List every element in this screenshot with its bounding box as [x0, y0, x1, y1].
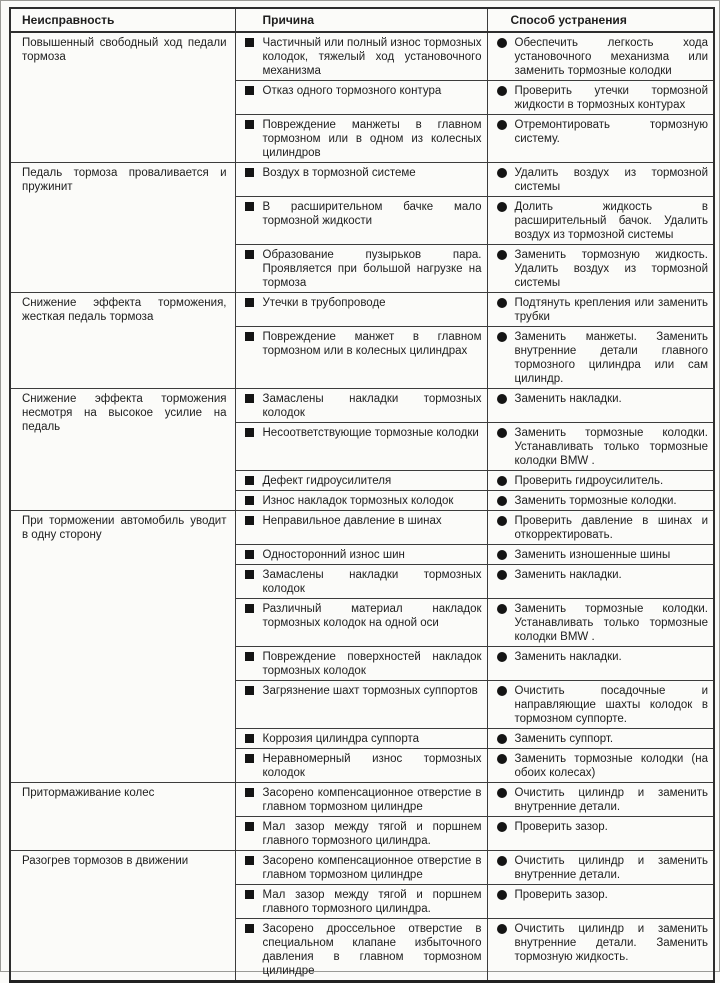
table-row [10, 389, 714, 423]
cause-text: Несоответствующие тормозные колодки [262, 427, 479, 439]
fault-cell [10, 163, 235, 293]
cause-cell [235, 163, 487, 197]
remedy-cell [487, 919, 714, 982]
fault-cell [10, 32, 235, 163]
cause-text: Неправильное давление в шинах [262, 515, 442, 527]
circle-bullet-icon [497, 476, 507, 486]
circle-bullet-icon [497, 38, 507, 48]
square-bullet-icon [245, 604, 254, 613]
square-bullet-icon [245, 250, 254, 259]
fault-text: Педаль тормоза проваливается и пружинит [22, 167, 227, 193]
remedy-text: Проверить зазор. [514, 889, 608, 901]
remedy-text: Подтянуть крепления или заменить трубки [514, 297, 708, 323]
fault-text: Притормаживание колес [22, 787, 155, 799]
table-row [10, 293, 714, 327]
cause-text: Износ накладок тормозных колодок [262, 495, 454, 507]
cause-text: Засорено компенсационное отверстие в главном тормозном цилиндре [262, 787, 482, 813]
square-bullet-icon [245, 428, 254, 437]
remedy-text: Заменить накладки. [514, 651, 622, 663]
remedy-cell [487, 115, 714, 163]
square-bullet-icon [245, 570, 254, 579]
cause-cell [235, 647, 487, 681]
cause-cell [235, 81, 487, 115]
remedy-text: Заменить тормозные колодки (на обоих колесах) [514, 753, 708, 779]
cause-cell [235, 885, 487, 919]
cause-text: Неравномерный износ тормозных колодок [262, 753, 482, 779]
remedy-cell [487, 885, 714, 919]
cause-text: Различный материал накладок тормозных колодок на одной оси [262, 603, 482, 629]
cause-cell [235, 389, 487, 423]
cause-cell [235, 817, 487, 851]
circle-bullet-icon [497, 686, 507, 696]
circle-bullet-icon [497, 516, 507, 526]
cause-text: Утечки в трубопроводе [262, 297, 386, 309]
circle-bullet-icon [497, 550, 507, 560]
remedy-text: Долить жидкость в расширительный бачок. Удалить воздух из тормозной системы [514, 201, 708, 241]
remedy-text: Заменить накладки. [514, 393, 622, 405]
remedy-cell [487, 545, 714, 565]
square-bullet-icon [245, 332, 254, 341]
header-cause: Причина [235, 8, 487, 32]
remedy-cell [487, 327, 714, 389]
cause-cell [235, 197, 487, 245]
cause-cell [235, 681, 487, 729]
cause-cell [235, 783, 487, 817]
remedy-cell [487, 245, 714, 293]
cause-text: Замаслены накладки тормозных колодок [262, 569, 482, 595]
cause-cell [235, 565, 487, 599]
square-bullet-icon [245, 120, 254, 129]
table-row [10, 32, 714, 81]
circle-bullet-icon [497, 298, 507, 308]
circle-bullet-icon [497, 604, 507, 614]
remedy-text: Очистить посадочные и направляющие шахты колодок в тормозном суппорте. [514, 685, 708, 725]
remedy-cell [487, 32, 714, 81]
header-row [10, 8, 714, 32]
remedy-cell [487, 81, 714, 115]
cause-cell [235, 545, 487, 565]
remedy-text: Заменить тормозные колодки. Устанавливать только тормозные колодки BMW . [514, 427, 708, 467]
remedy-cell [487, 471, 714, 491]
fault-cell [10, 389, 235, 511]
remedy-text: Очистить цилиндр и заменить внутренние детали. [514, 855, 708, 881]
square-bullet-icon [245, 516, 254, 525]
remedy-text: Удалить воздух из тормозной системы [514, 167, 708, 193]
fault-text: Повышенный свободный ход педали тормоза [22, 37, 227, 63]
remedy-text: Очистить цилиндр и заменить внутренние детали. Заменить тормозную жидкость. [514, 923, 708, 963]
circle-bullet-icon [497, 734, 507, 744]
table-row [10, 511, 714, 545]
square-bullet-icon [245, 734, 254, 743]
fault-text: Снижение эффекта торможения несмотря на высокое усилие на педаль [22, 393, 227, 433]
remedy-cell [487, 749, 714, 783]
table-body [10, 32, 714, 982]
fault-text: При торможении автомобиль уводит в одну сторону [22, 515, 227, 541]
circle-bullet-icon [497, 168, 507, 178]
circle-bullet-icon [497, 394, 507, 404]
circle-bullet-icon [497, 924, 507, 934]
cause-text: Засорено компенсационное отверстие в главном тормозном цилиндре [262, 855, 482, 881]
troubleshooting-table-container [9, 7, 713, 977]
cause-text: Мал зазор между тягой и поршнем главного тормозного цилиндра. [262, 889, 482, 915]
remedy-text: Проверить утечки тормозной жидкости в тормозных контурах [514, 85, 708, 111]
header-remedy: Способ устранения [487, 8, 714, 32]
cause-cell [235, 491, 487, 511]
circle-bullet-icon [497, 754, 507, 764]
square-bullet-icon [245, 202, 254, 211]
square-bullet-icon [245, 924, 254, 933]
cause-cell [235, 32, 487, 81]
remedy-text: Заменить манжеты. Заменить внутренние детали главного тормозного цилиндра или сам цилиндр. [514, 331, 708, 385]
remedy-cell [487, 293, 714, 327]
square-bullet-icon [245, 754, 254, 763]
cause-text: Коррозия цилиндра суппорта [262, 733, 419, 745]
remedy-cell [487, 681, 714, 729]
cause-text: Замаслены накладки тормозных колодок [262, 393, 482, 419]
remedy-cell [487, 511, 714, 545]
fault-cell [10, 293, 235, 389]
cause-text: Односторонний износ шин [262, 549, 405, 561]
remedy-text: Заменить накладки. [514, 569, 622, 581]
cause-text: Повреждение поверхностей накладок тормозных колодок [262, 651, 482, 677]
fault-cell [10, 851, 235, 982]
remedy-cell [487, 197, 714, 245]
brake-troubleshooting-table [9, 7, 715, 983]
remedy-text: Проверить зазор. [514, 821, 608, 833]
circle-bullet-icon [497, 496, 507, 506]
header-fault: Неисправность [10, 8, 235, 32]
square-bullet-icon [245, 550, 254, 559]
circle-bullet-icon [497, 428, 507, 438]
cause-cell [235, 851, 487, 885]
square-bullet-icon [245, 298, 254, 307]
remedy-cell [487, 647, 714, 681]
table-row [10, 163, 714, 197]
remedy-cell [487, 851, 714, 885]
circle-bullet-icon [497, 250, 507, 260]
circle-bullet-icon [497, 822, 507, 832]
remedy-text: Заменить тормозные колодки. [514, 495, 677, 507]
cause-cell [235, 919, 487, 982]
square-bullet-icon [245, 86, 254, 95]
square-bullet-icon [245, 856, 254, 865]
cause-text: Мал зазор между тягой и поршнем главного тормозного цилиндра. [262, 821, 482, 847]
square-bullet-icon [245, 496, 254, 505]
fault-cell [10, 783, 235, 851]
fault-text: Снижение эффекта торможения, жесткая педаль тормоза [22, 297, 227, 323]
cause-text: Повреждение манжеты в главном тормозном или в одном из колесных цилиндров [262, 119, 482, 159]
cause-text: Образование пузырьков пара. Проявляется при большой нагрузке на тормоза [262, 249, 482, 289]
square-bullet-icon [245, 652, 254, 661]
cause-text: Загрязнение шахт тормозных суппортов [262, 685, 478, 697]
cause-cell [235, 293, 487, 327]
cause-cell [235, 729, 487, 749]
remedy-cell [487, 599, 714, 647]
circle-bullet-icon [497, 86, 507, 96]
square-bullet-icon [245, 394, 254, 403]
remedy-text: Проверить давление в шинах и откорректировать. [514, 515, 708, 541]
remedy-cell [487, 423, 714, 471]
remedy-cell [487, 729, 714, 749]
cause-text: Повреждение манжет в главном тормозном или в колесных цилиндрах [262, 331, 482, 357]
remedy-text: Обеспечить легкость хода установочного механизма или заменить тормозные колодки [514, 37, 708, 77]
cause-text: Дефект гидроусилителя [262, 475, 392, 487]
square-bullet-icon [245, 686, 254, 695]
circle-bullet-icon [497, 120, 507, 130]
remedy-text: Заменить тормозные колодки. Устанавливать только тормозные колодки BMW . [514, 603, 708, 643]
square-bullet-icon [245, 822, 254, 831]
remedy-cell [487, 783, 714, 817]
cause-text: В расширительном бачке мало тормозной жидкости [262, 201, 482, 227]
fault-cell [10, 511, 235, 783]
circle-bullet-icon [497, 332, 507, 342]
remedy-cell [487, 817, 714, 851]
circle-bullet-icon [497, 890, 507, 900]
table-row [10, 783, 714, 817]
cause-text: Засорено дроссельное отверстие в специальном клапане избыточного давления в главном тормозном цилиндре [262, 923, 482, 977]
table-row [10, 851, 714, 885]
remedy-cell [487, 491, 714, 511]
circle-bullet-icon [497, 570, 507, 580]
remedy-cell [487, 163, 714, 197]
square-bullet-icon [245, 788, 254, 797]
square-bullet-icon [245, 38, 254, 47]
remedy-text: Заменить суппорт. [514, 733, 614, 745]
fault-text: Разогрев тормозов в движении [22, 855, 189, 867]
cause-cell [235, 471, 487, 491]
circle-bullet-icon [497, 202, 507, 212]
circle-bullet-icon [497, 652, 507, 662]
remedy-text: Заменить изношенные шины [514, 549, 671, 561]
square-bullet-icon [245, 890, 254, 899]
cause-text: Частичный или полный износ тормозных колодок, тяжелый ход установочного механизма [262, 37, 482, 77]
cause-cell [235, 511, 487, 545]
circle-bullet-icon [497, 788, 507, 798]
remedy-text: Проверить гидроусилитель. [514, 475, 664, 487]
cause-cell [235, 599, 487, 647]
remedy-cell [487, 389, 714, 423]
remedy-cell [487, 565, 714, 599]
cause-cell [235, 327, 487, 389]
remedy-text: Отремонтировать тормозную систему. [514, 119, 708, 145]
cause-text: Воздух в тормозной системе [262, 167, 416, 179]
remedy-text: Заменить тормозную жидкость. Удалить воздух из тормозной системы [514, 249, 708, 289]
cause-cell [235, 749, 487, 783]
cause-cell [235, 423, 487, 471]
remedy-text: Очистить цилиндр и заменить внутренние детали. [514, 787, 708, 813]
square-bullet-icon [245, 476, 254, 485]
square-bullet-icon [245, 168, 254, 177]
circle-bullet-icon [497, 856, 507, 866]
cause-text: Отказ одного тормозного контура [262, 85, 442, 97]
cause-cell [235, 115, 487, 163]
cause-cell [235, 245, 487, 293]
